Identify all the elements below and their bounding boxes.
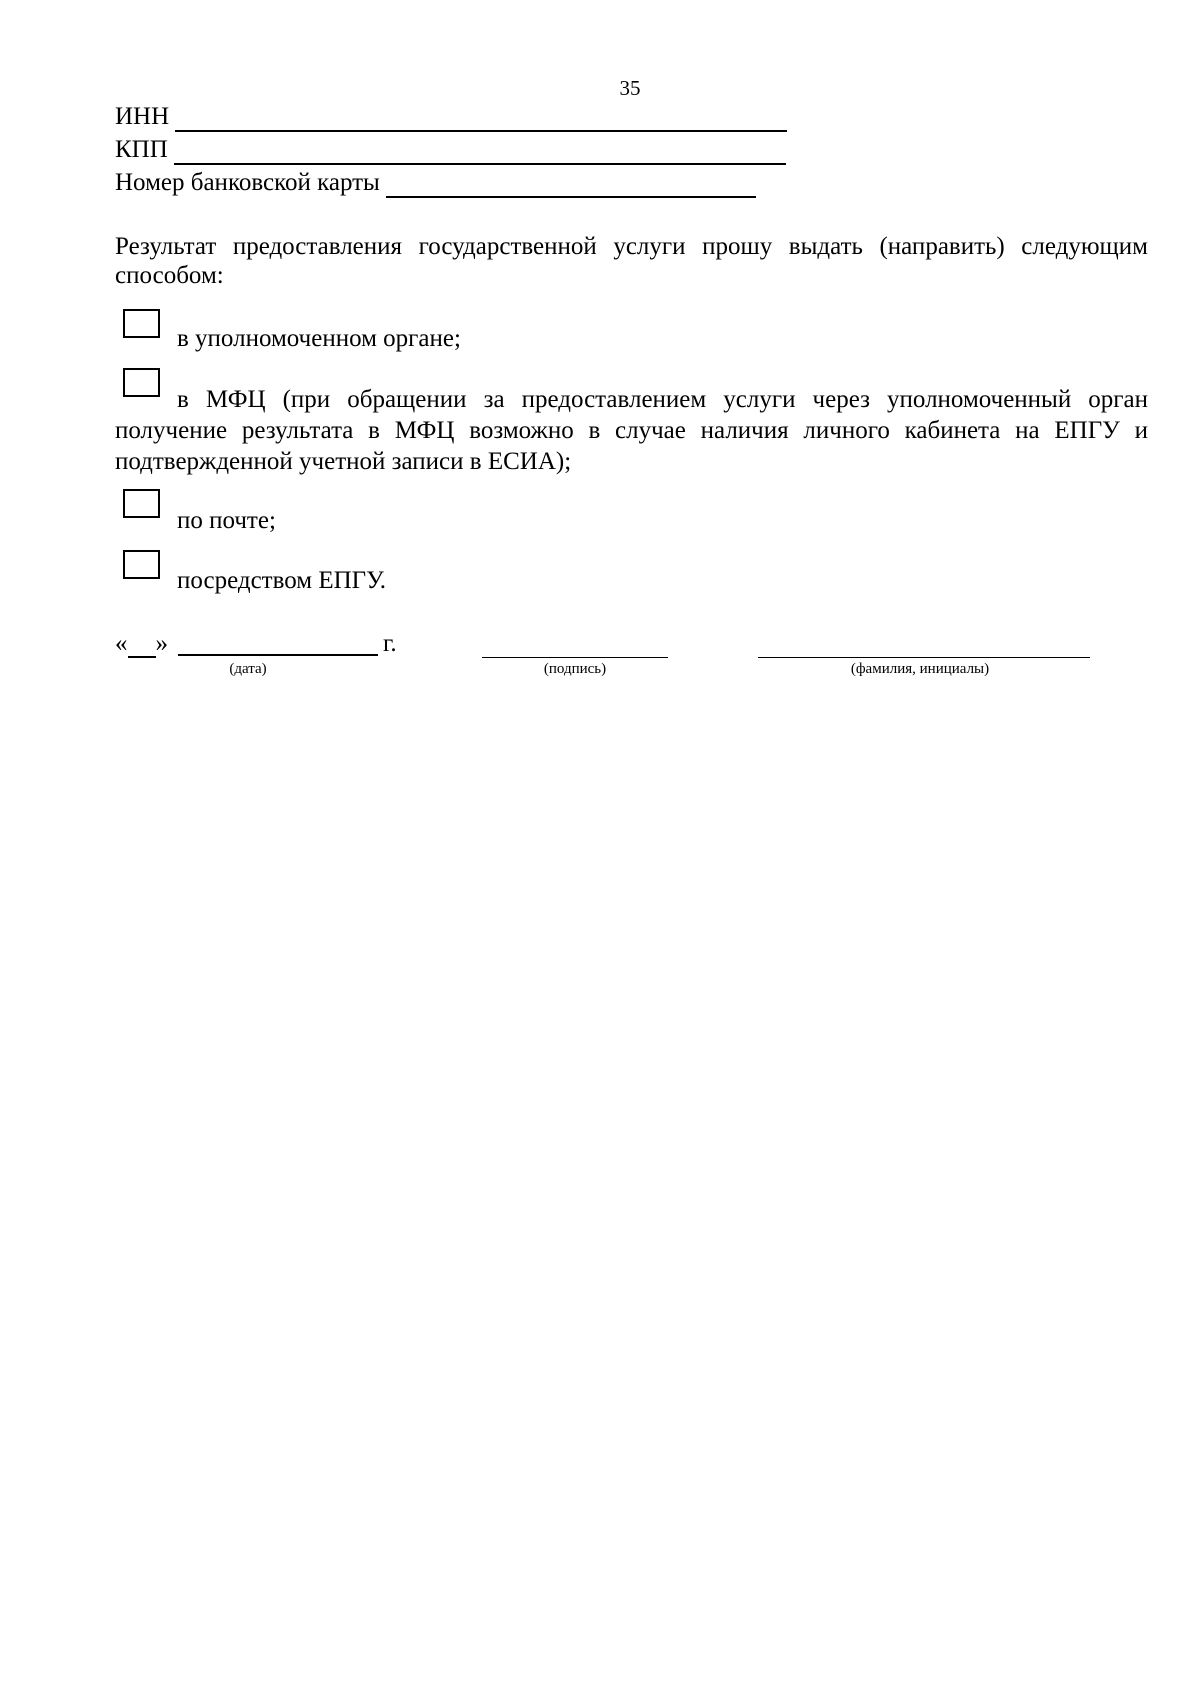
option-authority-label: в уполномоченном органе; [177, 325, 461, 352]
signature-input-line[interactable] [482, 657, 668, 658]
option-epgu-checkbox[interactable] [123, 550, 160, 579]
inn-input-line[interactable] [175, 106, 787, 132]
option-mail-checkbox[interactable] [123, 489, 160, 518]
open-quote: « [115, 630, 128, 657]
name-input-line[interactable] [758, 657, 1090, 658]
card-number-input-line[interactable] [386, 172, 756, 198]
card-number-label: Номер банковской карты [115, 169, 380, 196]
delivery-method-intro: Результат предоставления государственной услуги прошу выдать (направить) следующим способом: [115, 233, 1148, 289]
year-suffix: г. [383, 630, 397, 657]
option-mfc-label: в МФЦ (при обращении за предоставлением услуги через уполномоченный орган получение результата в МФЦ возможно в случае наличия личного кабинета на ЕПГУ и подтвержденной учетной записи в ЕСИА); [115, 386, 1148, 475]
date-day-field [115, 630, 168, 658]
kpp-label: КПП [115, 136, 168, 163]
name-caption: (фамилия, инициалы) [850, 661, 990, 677]
kpp-field [115, 135, 786, 167]
card-number-field [115, 168, 756, 200]
inn-label: ИНН [115, 103, 170, 130]
day-input-line[interactable] [128, 636, 156, 658]
date-caption: (дата) [229, 661, 267, 677]
signature-caption: (подпись) [543, 661, 607, 677]
option-mail-label: по почте; [177, 507, 276, 534]
page-number: 35 [619, 76, 641, 100]
kpp-input-line[interactable] [174, 139, 786, 165]
close-quote: » [155, 630, 168, 657]
option-authority-checkbox[interactable] [123, 309, 160, 338]
option-epgu-label: посредством ЕПГУ. [177, 567, 386, 594]
inn-field [115, 102, 787, 134]
date-input-line[interactable] [178, 654, 378, 656]
